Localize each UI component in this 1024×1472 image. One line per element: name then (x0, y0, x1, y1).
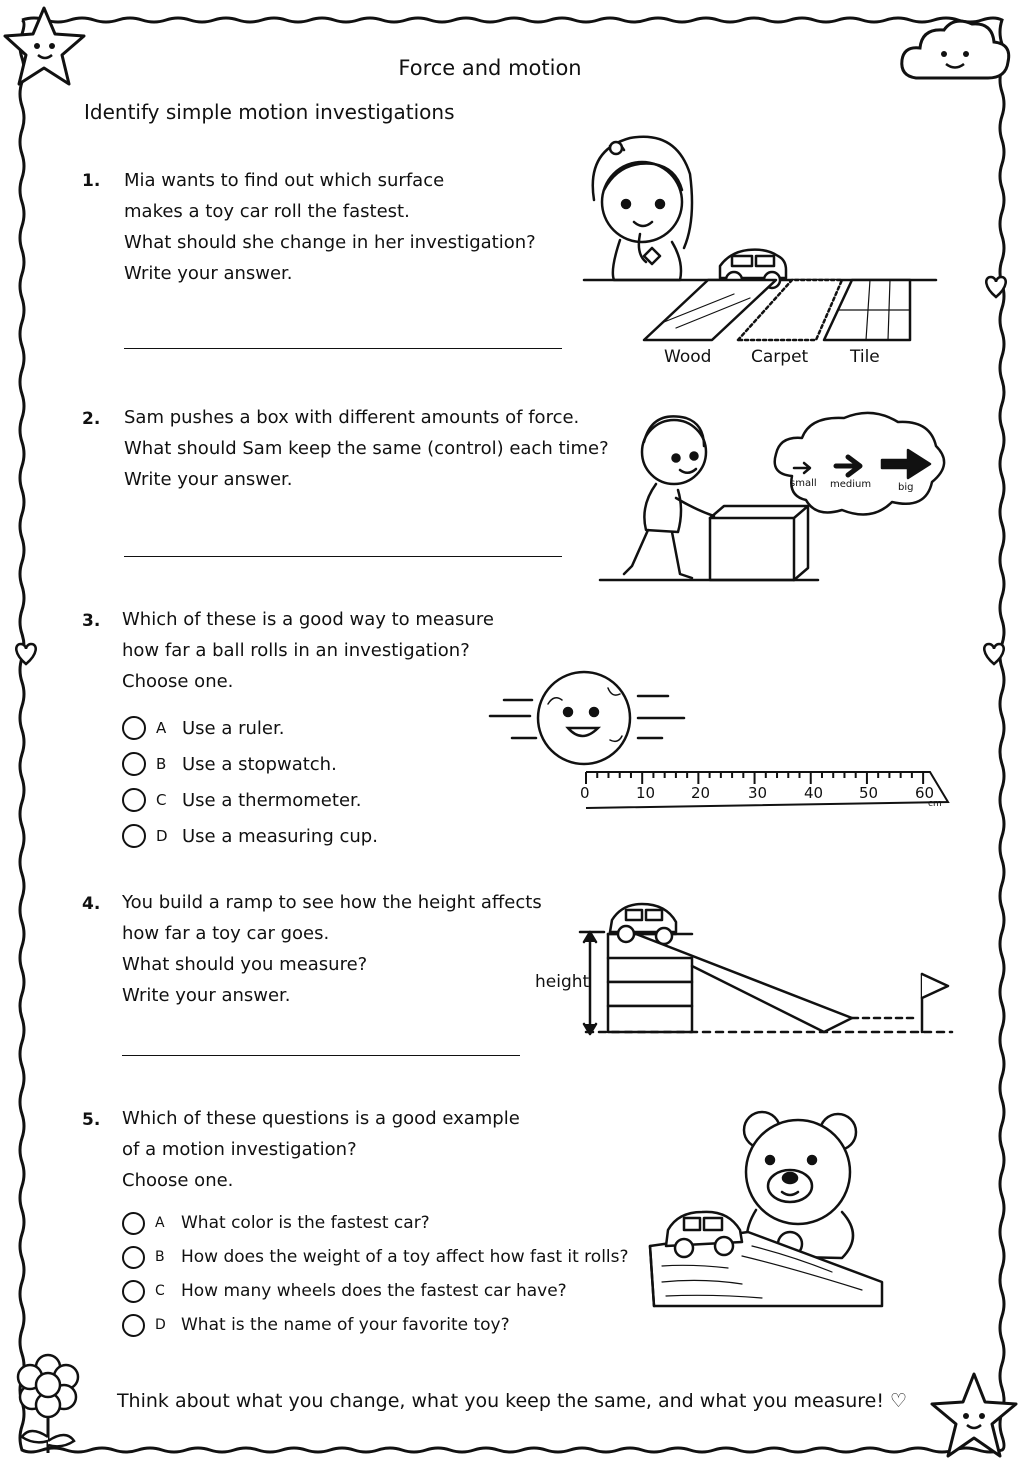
question-line: Sam pushes a box with different amounts of force. (124, 407, 580, 428)
page-title: Force and motion (398, 56, 582, 80)
question-3-options (122, 710, 378, 854)
option-c[interactable]: C Use a thermometer. (122, 782, 378, 818)
radio-button[interactable] (122, 1212, 145, 1235)
heart-icon (982, 273, 1010, 299)
height-label: height (535, 972, 590, 992)
radio-button[interactable] (122, 752, 146, 776)
question-line: What should you measure? (122, 954, 368, 975)
question-line: What should she change in her investigation? (124, 232, 536, 253)
force-label-big: big (898, 482, 914, 493)
question-3-text (122, 604, 494, 697)
surface-label-carpet: Carpet (751, 347, 809, 367)
question-number: 3. (82, 611, 101, 631)
ruler-tick-label: 10 (636, 784, 656, 802)
question-number: 5. (82, 1110, 101, 1130)
question-line: Write your answer. (122, 985, 291, 1006)
heart-icon (12, 640, 40, 666)
question-number: 2. (82, 409, 101, 429)
question-line: You build a ramp to see how the height affects (122, 892, 542, 913)
ruler-tick-label: 20 (691, 784, 711, 802)
option-b[interactable]: B Use a stopwatch. (122, 746, 378, 782)
option-d[interactable]: D What is the name of your favorite toy? (122, 1308, 629, 1342)
option-d[interactable]: D Use a measuring cup. (122, 818, 378, 854)
page-subtitle: Identify simple motion investigations (84, 100, 455, 124)
force-label-small: small (790, 478, 817, 489)
footer-note (0, 1390, 1024, 1412)
question-line: Write your answer. (124, 263, 293, 284)
question-line: makes a toy car roll the fastest. (124, 201, 410, 222)
surface-label-wood: Wood (664, 347, 712, 367)
ruler-tick-label: 30 (748, 784, 768, 802)
boy-pushing-box-illustration (596, 406, 956, 586)
question-line: how far a toy car goes. (122, 923, 330, 944)
ruler-tick-label: 60 (915, 784, 935, 802)
question-2-text (124, 402, 609, 495)
question-number: 1. (82, 171, 101, 191)
question-1-text (124, 165, 536, 289)
answer-line[interactable] (122, 1055, 520, 1056)
rolling-ball-illustration (488, 664, 688, 774)
radio-button[interactable] (122, 1280, 145, 1303)
question-5-options (122, 1206, 629, 1342)
radio-button[interactable] (122, 1314, 145, 1337)
question-line: Choose one. (122, 671, 234, 692)
ruler-tick-label: 50 (859, 784, 879, 802)
question-5-text (122, 1103, 520, 1196)
radio-button[interactable] (122, 788, 146, 812)
question-line: What should Sam keep the same (control) each time? (124, 438, 609, 459)
force-label-medium: medium (830, 479, 872, 490)
question-line: of a motion investigation? (122, 1139, 357, 1160)
cloud-icon (896, 14, 1016, 94)
ruler-tick-label: 40 (804, 784, 824, 802)
answer-line[interactable] (124, 556, 562, 557)
star-icon (928, 1370, 1020, 1462)
question-number: 4. (82, 894, 101, 914)
teddy-bear-with-car-illustration (632, 1106, 912, 1316)
radio-button[interactable] (122, 716, 146, 740)
ruler-unit: cm (928, 799, 942, 809)
option-a[interactable]: A What color is the fastest car? (122, 1206, 629, 1240)
heart-icon: ♡ (889, 1390, 908, 1412)
ramp-illustration (576, 892, 956, 1042)
option-a[interactable]: A Use a ruler. (122, 710, 378, 746)
question-line: Which of these questions is a good example (122, 1108, 520, 1129)
question-line: Write your answer. (124, 469, 293, 490)
question-4-text (122, 887, 542, 1011)
heart-icon (980, 640, 1008, 666)
footer-text: Think about what you change, what you keep the same, and what you measure! (116, 1390, 884, 1412)
surface-label-tile: Tile (850, 347, 880, 367)
option-b[interactable]: B How does the weight of a toy affect how fast it rolls? (122, 1240, 629, 1274)
girl-with-car-illustration (580, 130, 940, 350)
radio-button[interactable] (122, 824, 146, 848)
option-c[interactable]: C How many wheels does the fastest car have? (122, 1274, 629, 1308)
answer-line[interactable] (124, 348, 562, 349)
ruler-labels (578, 764, 958, 824)
question-line: how far a ball rolls in an investigation? (122, 640, 470, 661)
ruler-tick-label: 0 (580, 784, 590, 802)
radio-button[interactable] (122, 1246, 145, 1269)
question-line: Which of these is a good way to measure (122, 609, 494, 630)
question-line: Mia wants to find out which surface (124, 170, 445, 191)
question-line: Choose one. (122, 1170, 234, 1191)
